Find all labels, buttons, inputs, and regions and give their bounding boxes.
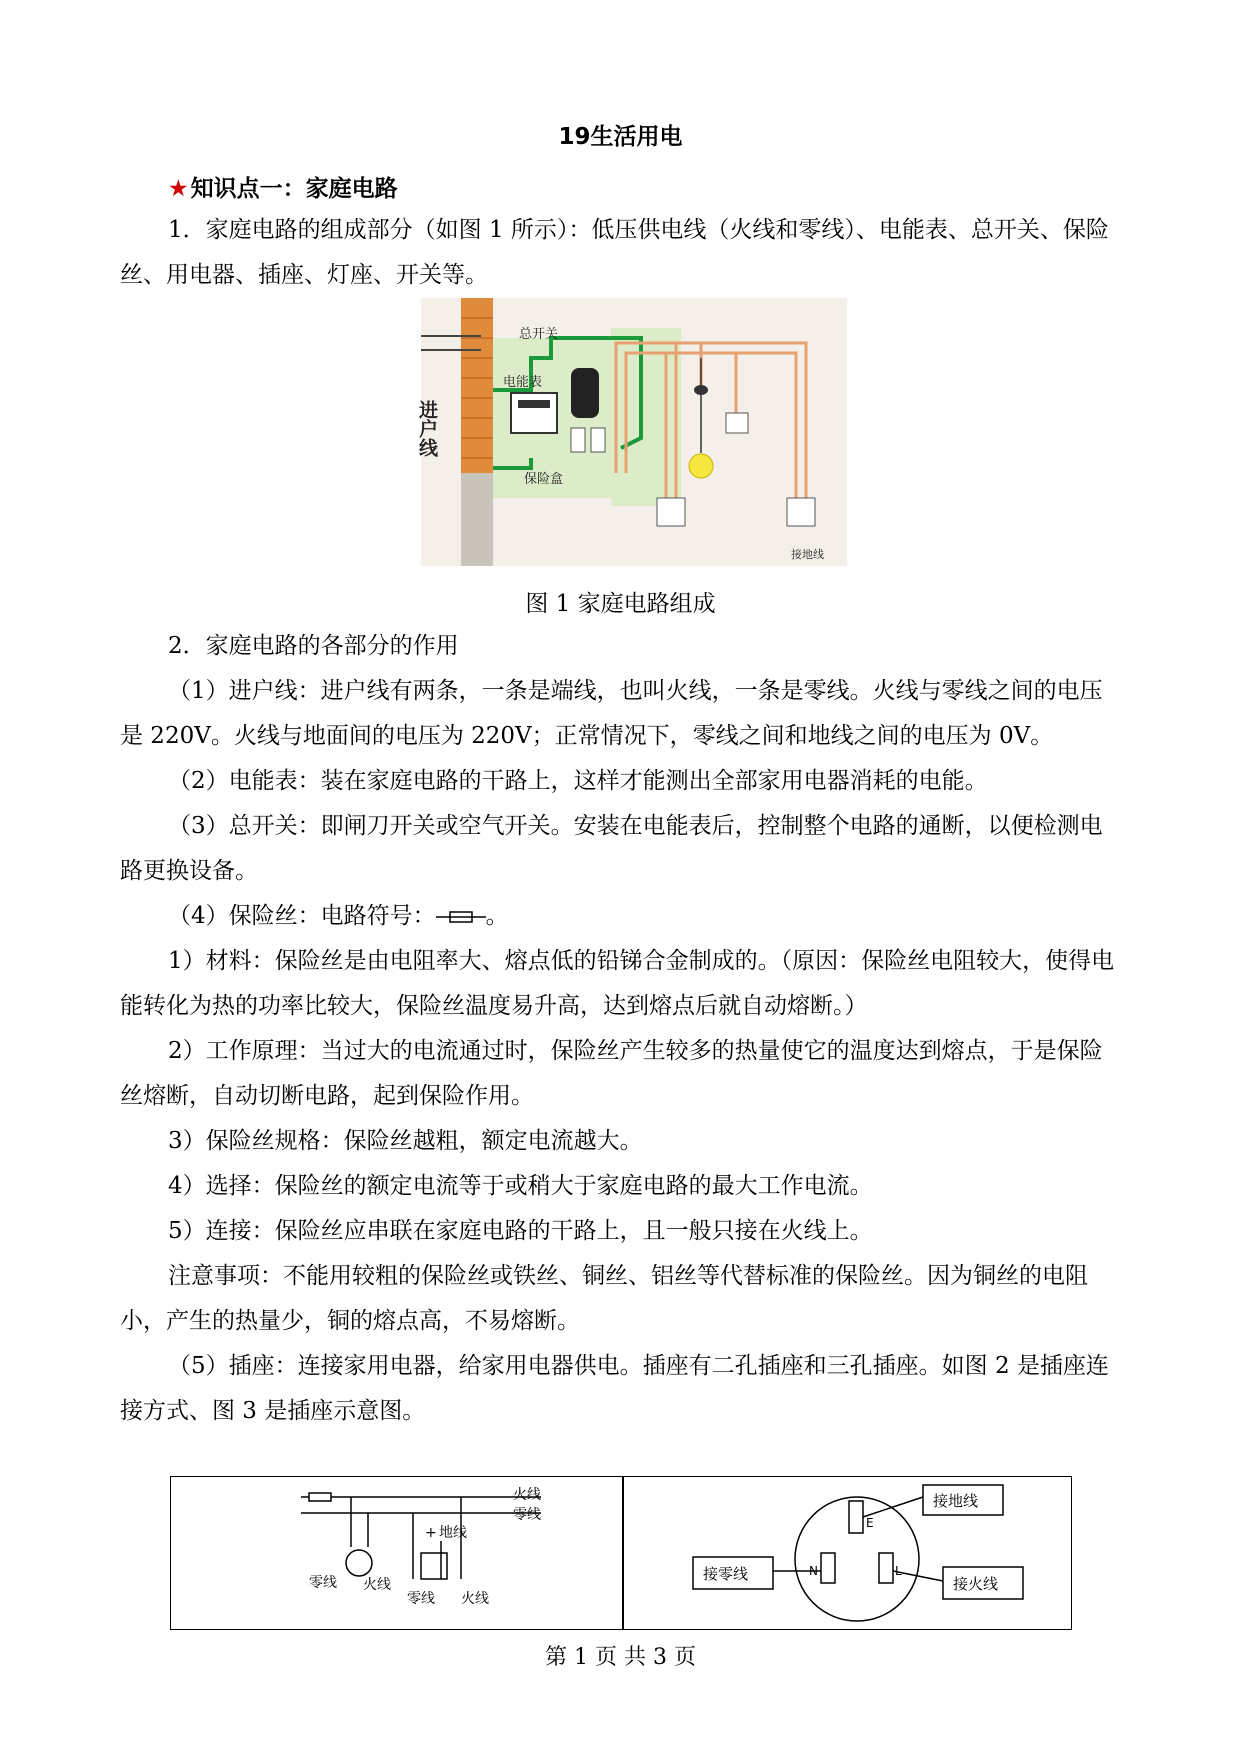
para-notice: 注意事项：不能用较粗的保险丝或铁丝、铜丝、铝丝等代替标准的保险丝。因为铜丝的电阻小，产生的热量少，铜的熔点高，不易熔断。 [120, 1263, 1088, 1334]
socket-wiring-diagram [171, 1477, 622, 1629]
para-select: 4）选择：保险丝的额定电流等于或稍大于家庭电路的最大工作电流。 [168, 1173, 873, 1199]
para-material: 1）材料：保险丝是由电阻率大、熔点低的铅锑合金制成的。（原因：保险丝电阻较大，使得电能转化为热的功率比较大，保险丝温度易升高，达到熔点后就自动熔断。） [120, 948, 1115, 1019]
fuse-symbol-icon [436, 910, 486, 924]
section-heading-text: 知识点一：家庭电路 [190, 176, 398, 202]
fig3-ground-label: 接地线 [933, 1492, 979, 1510]
para-meter: （2）电能表：装在家庭电路的干路上，这样才能测出全部家用电器消耗的电能。 [168, 768, 988, 794]
section-heading [168, 170, 398, 203]
para-principle: 2）工作原理：当过大的电流通过时，保险丝产生较多的热量使它的温度达到熔点，于是保险丝熔断，自动切断电路，起到保险作用。 [120, 1038, 1103, 1109]
ground-wire-label: 接地线 [791, 548, 824, 561]
main-switch-icon [571, 368, 599, 418]
fig2-neutral-b: 零线 [407, 1591, 435, 1607]
fig3-E-label: E [866, 1516, 874, 1530]
energy-meter-icon [511, 393, 557, 433]
star-icon: ★ [168, 176, 189, 202]
para-fuse-text: （4）保险丝：电路符号： [168, 903, 436, 929]
fig3-neutral-label: 接零线 [703, 1565, 749, 1583]
para-socket: （5）插座：连接家用电器，给家用电器供电。插座有二孔插座和三孔插座。如图 2 是插座连接方式、图 3 是插座示意图。 [120, 1353, 1109, 1424]
para-spec: 3）保险丝规格：保险丝越粗，额定电流越大。 [168, 1128, 643, 1154]
para-main-switch: （3）总开关：即闸刀开关或空气开关。安装在电能表后，控制整个电路的通断，以便检测电路更换设备。 [120, 813, 1103, 884]
socket-schematic-diagram [623, 1477, 1071, 1629]
wall-switch-icon [726, 413, 748, 433]
para-fuse-end: 。 [485, 903, 509, 929]
three-hole-socket-icon [787, 498, 815, 526]
entry-line-label: 进户线 [416, 400, 438, 457]
fig2-earth-prefix: + [425, 1525, 437, 1541]
fuse-box-label: 保险盒 [524, 472, 564, 487]
fig2-earth-label: 地线 [439, 1525, 467, 1541]
paragraphs-main [120, 624, 1120, 1434]
paragraph-1 [120, 208, 1120, 298]
fig2-live-label: 火线 [513, 1487, 541, 1503]
meter-label: 电能表 [503, 375, 543, 390]
para-composition: 1．家庭电路的组成部分（如图 1 所示）：低压供电线（火线和零线）、电能表、总开关、保险丝、用电器、插座、灯座、开关等。 [120, 217, 1109, 288]
para-connect: 5）连接：保险丝应串联在家庭电路的干路上，且一般只接在火线上。 [168, 1218, 873, 1244]
fig2-live-a: 火线 [363, 1577, 391, 1593]
para-entry-line: （1）进户线：进户线有两条，一条是端线，也叫火线，一条是零线。火线与零线之间的电压是 220V。火线与地面间的电压为 220V；正常情况下，零线之间和地线之间的电压为 0V。 [120, 678, 1103, 749]
fig2-neutral-a: 零线 [309, 1575, 337, 1591]
page-title: 19生活用电 [558, 124, 683, 150]
socket-figures-table [170, 1476, 1072, 1630]
two-hole-socket-icon [657, 498, 685, 526]
household-circuit-figure [416, 298, 847, 566]
fig3-N-label: N [809, 1564, 818, 1578]
fig3-L-label: L [895, 1564, 902, 1578]
figure1-caption: 图 1 家庭电路组成 [525, 591, 716, 617]
main-switch-label: 总开关 [519, 327, 559, 342]
para-fuse [120, 894, 1120, 939]
fig2-live-b: 火线 [461, 1591, 489, 1607]
fig2-neutral-label: 零线 [513, 1507, 541, 1523]
page-footer: 第 1 页 共 3 页 [545, 1645, 696, 1670]
fig3-live-label: 接火线 [953, 1575, 999, 1593]
para-roles-heading: 2．家庭电路的各部分的作用 [168, 633, 459, 659]
light-bulb-icon [689, 454, 713, 478]
